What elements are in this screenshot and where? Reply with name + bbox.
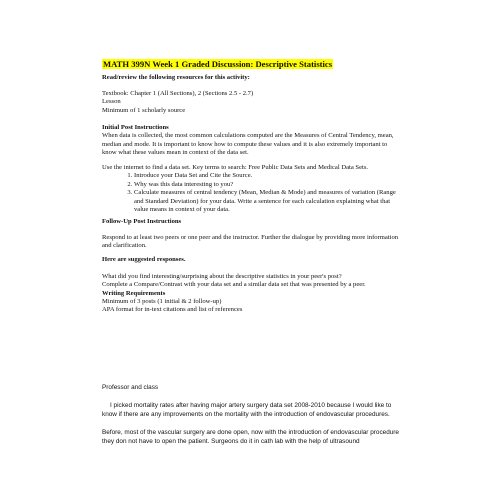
initial-heading: Initial Post Instructions xyxy=(102,124,169,131)
step-item: 3. Calculate measures of central tendency (Mean, Median & Mode) and measures of variation (Range and Standard Deviation) for your data. Write a sentence for each calculation explaining what that value means in context of your data. xyxy=(134,189,402,214)
steps-list xyxy=(102,172,402,214)
suggested-heading: Here are suggested responses. xyxy=(102,256,186,263)
resources-list xyxy=(102,90,402,115)
step-item: 1. Introduce your Data Set and Cite the Source. xyxy=(134,172,402,180)
followup-section xyxy=(102,218,402,226)
resource-item: Minimum of 1 scholarly source xyxy=(102,106,186,114)
essay-paragraph: I picked mortality rates after having major artery surgery data set 2008-2010 because I would like to know if there are any improvements on the mortality with the introduction of endovascular procedures. xyxy=(102,402,392,419)
essay-salutation: Professor and class xyxy=(102,384,159,391)
essay-paragraph-1 xyxy=(102,401,402,419)
document-title: MATH 399N Week 1 Graded Discussion: Descriptive Statistics xyxy=(103,59,333,69)
followup-heading: Follow-Up Post Instructions xyxy=(102,218,182,225)
step-item: 2. Why was this data interesting to you? xyxy=(134,181,402,189)
essay-salutation-block xyxy=(102,383,402,392)
read-section xyxy=(102,74,402,82)
writing-body xyxy=(102,298,402,315)
resource-item: Textbook: Chapter 1 (All Sections), 2 (Sections 2.5 - 2.7) xyxy=(102,90,254,97)
resource-item: Lesson xyxy=(102,98,121,106)
initial-section xyxy=(102,124,402,158)
writing-line: Minimum of 3 posts (1 initial & 2 follow-up) xyxy=(102,298,222,305)
suggested-section xyxy=(102,256,402,264)
initial-text: When data is collected, the most common calculations computed are the Measures of Central Tendency, mean, median and mode. It is important to know how to compute these values and it is also extremely important to know what these values mean in context of the data set. xyxy=(102,132,394,157)
suggested-line: Complete a Compare/Contrast with your data set and a similar data set that was presented by a peer. xyxy=(102,281,366,289)
writing-line: APA format for in-text citations and list of references xyxy=(102,306,243,314)
internet-text: Use the internet to find a data set. Key terms to search: Free Public Data Sets and Medical Data Sets. xyxy=(102,164,369,171)
read-heading: Read/review the following resources for this activity: xyxy=(102,74,250,81)
internet-section xyxy=(102,164,402,214)
followup-body xyxy=(102,234,402,251)
writing-heading: Writing Requirements xyxy=(102,289,166,297)
essay-paragraph: Before, most of the vascular surgery are done open, now with the introduction of endovascular procedure they don not have to open the patient. Surgeons do it in cath lab with the help of ultrasound xyxy=(102,429,399,446)
essay-paragraph-2 xyxy=(102,428,402,446)
suggested-body xyxy=(102,273,402,298)
followup-text: Respond to at least two peers or one peer and the instructor. Further the dialogue by providing more information and clarification. xyxy=(102,234,399,250)
suggested-line: What did you find interesting/surprising about the descriptive statistics in your peer's post? xyxy=(102,273,342,280)
